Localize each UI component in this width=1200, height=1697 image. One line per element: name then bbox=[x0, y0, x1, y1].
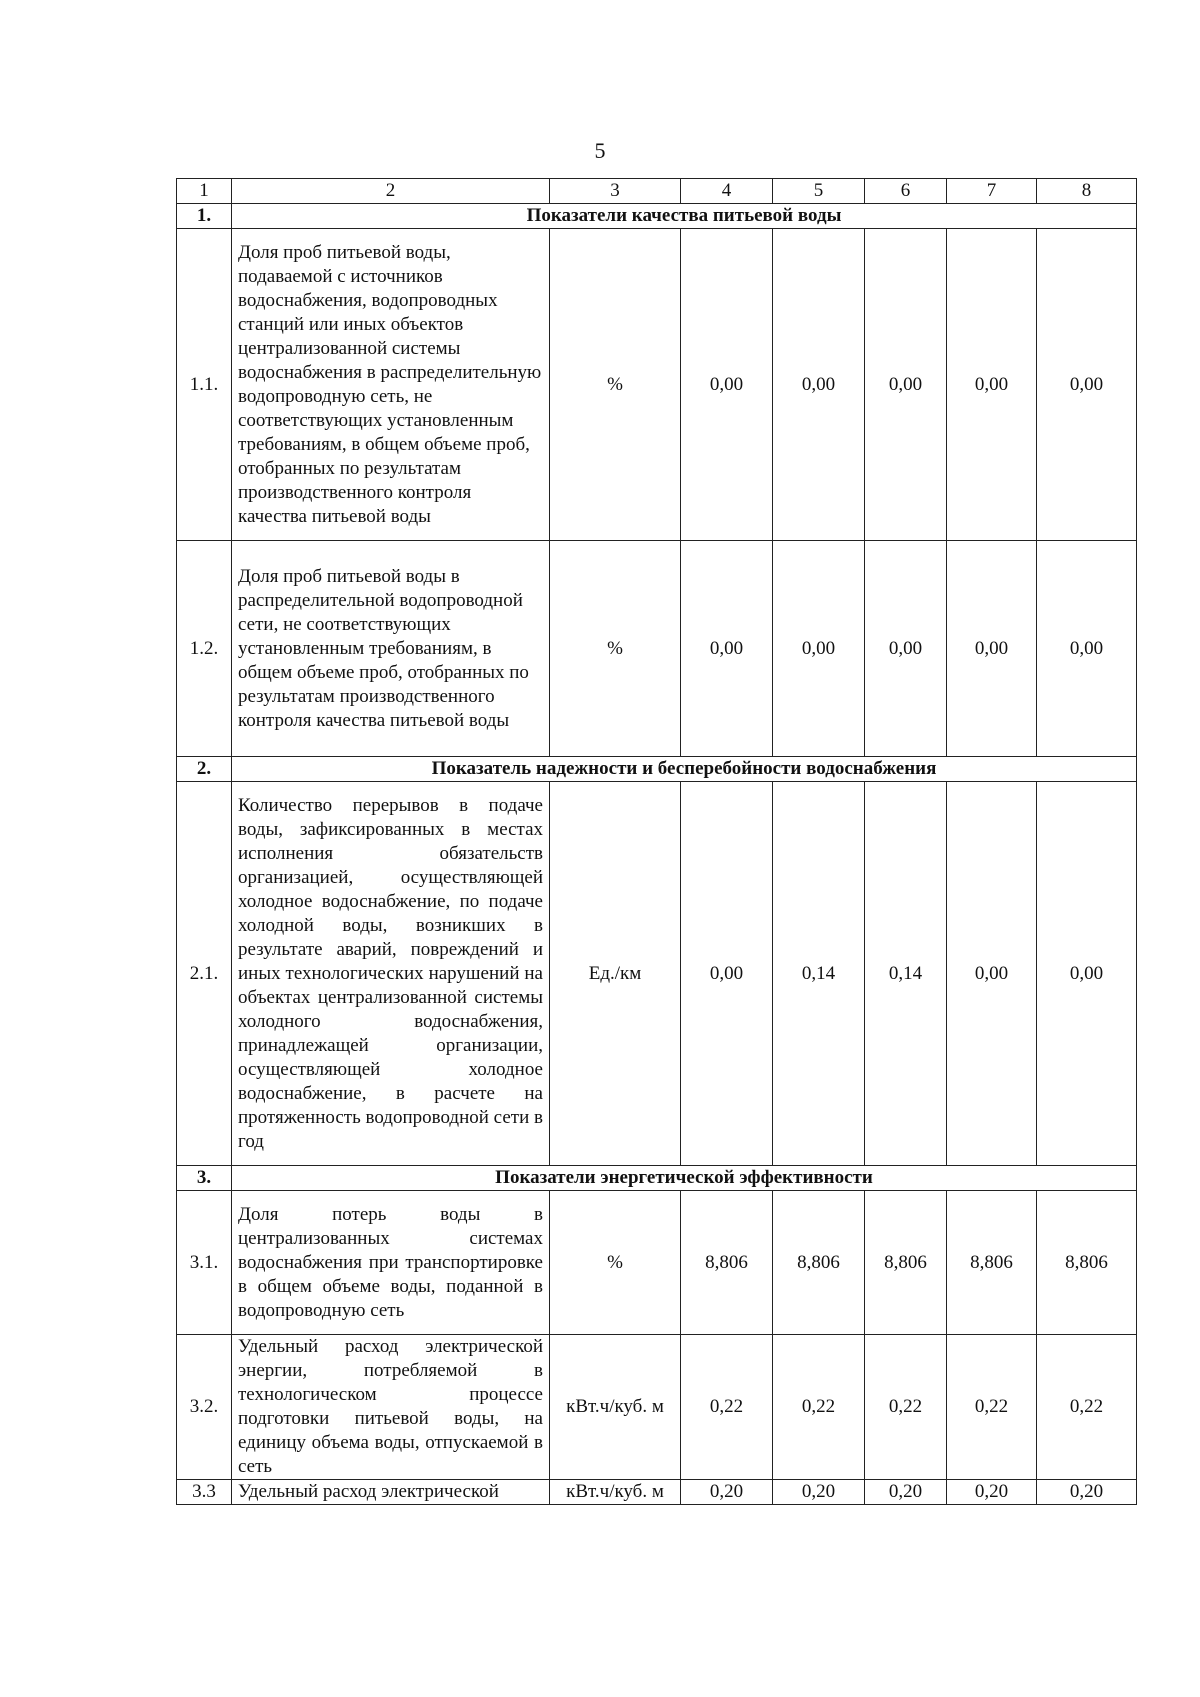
table-row bbox=[177, 1335, 1137, 1480]
row-value: 8,806 bbox=[947, 1191, 1037, 1335]
section-number: 1. bbox=[177, 204, 232, 229]
column-number: 8 bbox=[1037, 179, 1137, 204]
row-description: Доля проб питьевой воды в распределительной водопроводной сети, не соответствующих установленным требованиям, в общем объеме проб, отобранных по результатам производственного контроля качества питьевой воды bbox=[232, 541, 550, 757]
row-value: 0,20 bbox=[1037, 1480, 1137, 1505]
row-description: Удельный расход электрической энергии, потребляемой в технологическом процессе подготовки питьевой воды, на единицу объема воды, отпускаемой в сеть bbox=[232, 1335, 550, 1480]
row-unit: кВт.ч/куб. м bbox=[550, 1480, 681, 1505]
row-value: 0,00 bbox=[1037, 782, 1137, 1166]
indicators-table bbox=[176, 178, 1137, 1505]
column-number: 2 bbox=[232, 179, 550, 204]
table-row bbox=[177, 541, 1137, 757]
row-description: Доля потерь воды в централизованных системах водоснабжения при транспортировке в общем объеме воды, поданной в водопроводную сеть bbox=[232, 1191, 550, 1335]
row-value: 0,00 bbox=[681, 541, 773, 757]
row-value: 0,14 bbox=[773, 782, 865, 1166]
section-row bbox=[177, 1166, 1137, 1191]
section-title: Показатель надежности и бесперебойности водоснабжения bbox=[232, 757, 1137, 782]
row-value: 0,22 bbox=[1037, 1335, 1137, 1480]
row-value: 0,22 bbox=[865, 1335, 947, 1480]
section-number: 2. bbox=[177, 757, 232, 782]
row-value: 0,00 bbox=[947, 541, 1037, 757]
row-description: Количество перерывов в подаче воды, зафиксированных в местах исполнения обязательств организацией, осуществляющей холодное водоснабжение, по подаче холодной воды, возникших в результате аварий, повреждений и иных технологических нарушений на объектах централизованной системы холодного водоснабжения, принадлежащей организации, осуществляющей холодное водоснабжение, в расчете на протяженность водопроводной сети в год bbox=[232, 782, 550, 1166]
table-row bbox=[177, 1480, 1137, 1505]
row-value: 0,00 bbox=[865, 541, 947, 757]
row-value: 8,806 bbox=[1037, 1191, 1137, 1335]
row-unit: Ед./км bbox=[550, 782, 681, 1166]
row-number: 3.1. bbox=[177, 1191, 232, 1335]
row-value: 0,00 bbox=[773, 229, 865, 541]
column-number: 5 bbox=[773, 179, 865, 204]
row-value: 0,20 bbox=[947, 1480, 1037, 1505]
row-value: 0,22 bbox=[681, 1335, 773, 1480]
row-number: 3.3 bbox=[177, 1480, 232, 1505]
column-number: 3 bbox=[550, 179, 681, 204]
section-row bbox=[177, 204, 1137, 229]
section-title: Показатели качества питьевой воды bbox=[232, 204, 1137, 229]
page-number: 5 bbox=[594, 138, 606, 163]
column-number-row bbox=[177, 179, 1137, 204]
section-row bbox=[177, 757, 1137, 782]
row-unit: % bbox=[550, 229, 681, 541]
table-row bbox=[177, 1191, 1137, 1335]
column-number: 1 bbox=[177, 179, 232, 204]
row-value: 0,00 bbox=[773, 541, 865, 757]
row-value: 0,00 bbox=[1037, 541, 1137, 757]
row-value: 0,20 bbox=[773, 1480, 865, 1505]
row-value: 0,22 bbox=[773, 1335, 865, 1480]
row-value: 0,00 bbox=[947, 782, 1037, 1166]
column-number: 7 bbox=[947, 179, 1037, 204]
row-unit: % bbox=[550, 1191, 681, 1335]
column-number: 4 bbox=[681, 179, 773, 204]
row-value: 8,806 bbox=[865, 1191, 947, 1335]
row-value: 0,20 bbox=[681, 1480, 773, 1505]
row-value: 8,806 bbox=[773, 1191, 865, 1335]
section-title: Показатели энергетической эффективности bbox=[232, 1166, 1137, 1191]
row-number: 1.1. bbox=[177, 229, 232, 541]
row-value: 0,00 bbox=[1037, 229, 1137, 541]
row-value: 0,14 bbox=[865, 782, 947, 1166]
row-unit: % bbox=[550, 541, 681, 757]
row-value: 0,00 bbox=[681, 229, 773, 541]
table-row bbox=[177, 782, 1137, 1166]
column-number: 6 bbox=[865, 179, 947, 204]
row-unit: кВт.ч/куб. м bbox=[550, 1335, 681, 1480]
row-value: 0,20 bbox=[865, 1480, 947, 1505]
row-value: 0,00 bbox=[681, 782, 773, 1166]
section-number: 3. bbox=[177, 1166, 232, 1191]
row-description: Удельный расход электрической bbox=[232, 1480, 550, 1505]
row-description: Доля проб питьевой воды, подаваемой с источников водоснабжения, водопроводных станций или иных объектов централизованной системы водоснабжения в распределительную водопроводную сеть, не соответствующих установленным требованиям, в общем объеме проб, отобранных по результатам производственного контроля качества питьевой воды bbox=[232, 229, 550, 541]
row-number: 2.1. bbox=[177, 782, 232, 1166]
row-number: 3.2. bbox=[177, 1335, 232, 1480]
row-value: 0,00 bbox=[865, 229, 947, 541]
row-value: 0,00 bbox=[947, 229, 1037, 541]
row-value: 8,806 bbox=[681, 1191, 773, 1335]
row-number: 1.2. bbox=[177, 541, 232, 757]
row-value: 0,22 bbox=[947, 1335, 1037, 1480]
table-row bbox=[177, 229, 1137, 541]
